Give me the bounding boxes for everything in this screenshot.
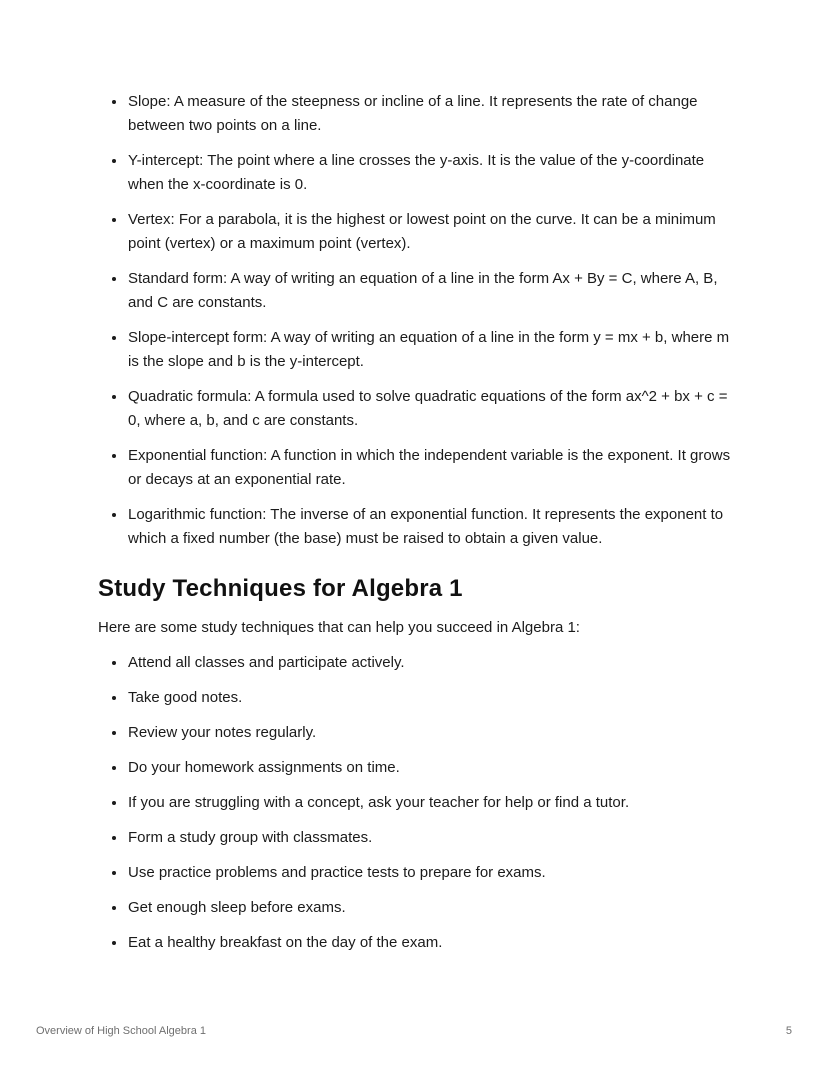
list-item: • Quadratic formula: A formula used to solve quadratic equations of the form ax^2 + bx + c = 0, where a, b, and c are constants. xyxy=(127,385,735,433)
list-item: • Review your notes regularly. xyxy=(127,721,735,745)
list-item: • Logarithmic function: The inverse of an exponential function. It represents the exponent to which a fixed number (the base) must be raised to obtain a given value. xyxy=(127,503,735,551)
list-item: • Slope-intercept form: A way of writing an equation of a line in the form y = mx + b, where m is the slope and b is the y-intercept. xyxy=(127,326,735,374)
list-item: • Attend all classes and participate actively. xyxy=(127,651,735,675)
definitions-list xyxy=(98,90,735,551)
list-item: • Exponential function: A function in which the independent variable is the exponent. It grows or decays at an exponential rate. xyxy=(127,444,735,492)
list-item: • Standard form: A way of writing an equation of a line in the form Ax + By = C, where A, B, and C are constants. xyxy=(127,267,735,315)
footer-page-number: 5 xyxy=(785,1025,792,1037)
footer-document-title: Overview of High School Algebra 1 xyxy=(36,1025,206,1037)
list-item: • Use practice problems and practice tests to prepare for exams. xyxy=(127,861,735,885)
page-footer xyxy=(36,1025,792,1037)
list-item: • If you are struggling with a concept, ask your teacher for help or find a tutor. xyxy=(127,791,735,815)
section-heading: Study Techniques for Algebra 1 xyxy=(98,575,463,602)
list-item: • Y-intercept: The point where a line crosses the y-axis. It is the value of the y-coordinate when the x-coordinate is 0. xyxy=(127,149,735,197)
list-item: • Get enough sleep before exams. xyxy=(127,896,735,920)
list-item: • Slope: A measure of the steepness or incline of a line. It represents the rate of change between two points on a line. xyxy=(127,90,735,138)
list-item: • Vertex: For a parabola, it is the highest or lowest point on the curve. It can be a minimum point (vertex) or a maximum point (vertex). xyxy=(127,208,735,256)
section-intro: Here are some study techniques that can help you succeed in Algebra 1: xyxy=(98,619,580,636)
list-item: • Take good notes. xyxy=(127,686,735,710)
list-item: • Form a study group with classmates. xyxy=(127,826,735,850)
study-techniques-list xyxy=(98,651,735,955)
list-item: • Do your homework assignments on time. xyxy=(127,756,735,780)
list-item: • Eat a healthy breakfast on the day of the exam. xyxy=(127,931,735,955)
